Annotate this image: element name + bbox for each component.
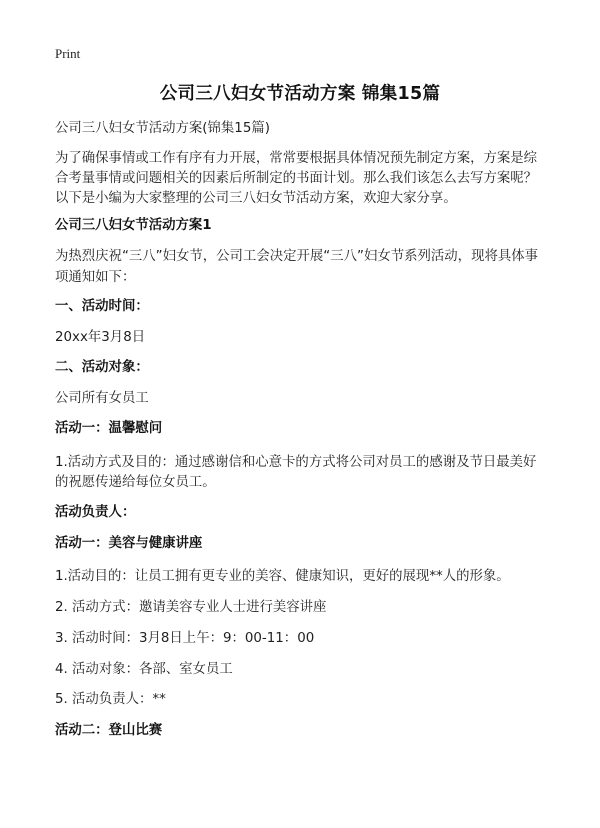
activity1b-heading: 活动一：美容与健康讲座 xyxy=(55,536,203,551)
time-value: 20xx年3月8日 xyxy=(55,330,146,345)
document-subtitle: 公司三八妇女节活动方案(锦集15篇) xyxy=(55,121,270,136)
intro-line-2: 合考量事情或问题相关的因素后所制定的书面计划。那么我们该怎么去写方案呢？ xyxy=(55,171,538,186)
section-heading-plan-1: 公司三八妇女节活动方案1 xyxy=(55,218,212,233)
target-heading: 二、活动对象： xyxy=(55,360,149,375)
intro-line-1: 为了确保事情或工作有序有力开展，常常要根据具体情况预先制定方案，方案是综 xyxy=(55,151,538,166)
print-link[interactable]: Print xyxy=(55,46,81,61)
section1-paragraph-line-1: 为热烈庆祝“三八”妇女节，公司工会决定开展“三八”妇女节系列活动，现将具体事 xyxy=(55,249,539,264)
list-item-5: 5. 活动负责人：** xyxy=(55,692,166,707)
activity2-heading: 活动二：登山比赛 xyxy=(55,723,163,738)
target-value: 公司所有女员工 xyxy=(55,391,149,406)
activity1-line-1: 1.活动方式及目的：通过感谢信和心意卡的方式将公司对员工的感谢及节日最美好 xyxy=(55,455,537,470)
time-heading: 一、活动时间： xyxy=(55,299,149,314)
document-title: 公司三八妇女节活动方案 锦集15篇 xyxy=(159,84,441,104)
activity1-heading: 活动一：温馨慰问 xyxy=(55,421,163,436)
activity1-line-2: 的祝愿传递给每位女员工。 xyxy=(55,475,216,490)
list-item-4: 4. 活动对象：各部、室女员工 xyxy=(55,662,233,677)
list-item-3: 3. 活动时间：3月8日上午：9：00-11：00 xyxy=(55,631,315,646)
responsible-heading: 活动负责人： xyxy=(55,505,136,520)
list-item-1: 1.活动目的：让员工拥有更专业的美容、健康知识，更好的展现**人的形象。 xyxy=(55,569,510,584)
intro-line-3: 以下是小编为大家整理的公司三八妇女节活动方案，欢迎大家分享。 xyxy=(55,191,457,206)
section1-paragraph-line-2: 项通知如下： xyxy=(55,270,136,285)
list-item-2: 2. 活动方式：邀请美容专业人士进行美容讲座 xyxy=(55,600,327,615)
